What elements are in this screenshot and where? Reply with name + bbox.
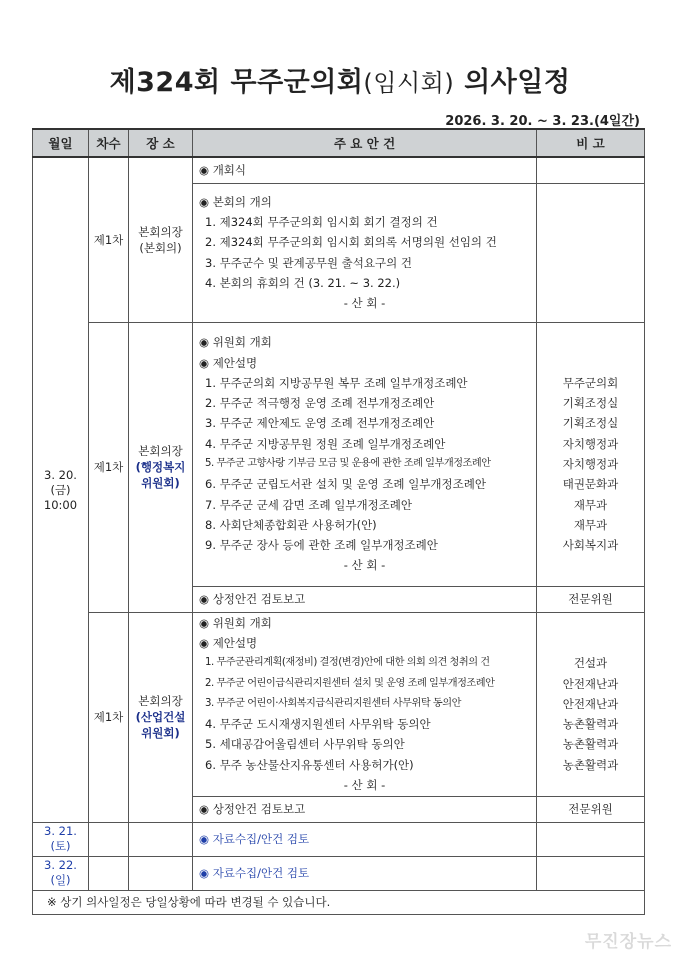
table-row: [33, 890, 645, 914]
note-dept: 재무과: [573, 497, 608, 512]
table-row: [33, 856, 645, 890]
list-item: 6. 무주 농산물산지유통센터 사용허가(안): [205, 757, 414, 772]
day2-place: [129, 822, 193, 856]
opening-note-cell: [537, 157, 645, 183]
list-item: 9. 무주군 장사 등에 관한 조례 일부개정조례안: [205, 538, 438, 553]
day2-agenda: [193, 822, 537, 856]
session3-notes: [537, 612, 645, 796]
list-item: 1. 무주군관리계획(재정비) 결정(변경)안에 대한 의회 의견 청취의 건: [205, 657, 490, 669]
list-item: 4. 무주군 도시재생지원센터 사무위탁 동의안: [205, 717, 431, 732]
session3-committee: (산업건설: [135, 710, 186, 724]
schedule-table: [32, 128, 645, 915]
day3-note: [537, 856, 645, 890]
list-item: 6. 무주군 군립도서관 설치 및 운영 조례 일부개정조례안: [205, 477, 486, 492]
header-place: 장 소: [129, 129, 193, 157]
header-date: 월일: [33, 129, 89, 157]
list-item: 7. 무주군 군세 감면 조례 일부개정조례안: [205, 497, 412, 512]
day2-weekday: (토): [50, 839, 71, 853]
session3-committee-2: 위원회): [141, 726, 180, 740]
day2-round: [89, 822, 129, 856]
list-item: 8. 사회단체종합회관 사용허가(안): [205, 517, 377, 532]
table-row: [33, 822, 645, 856]
note-dept: 기획조정실: [562, 416, 619, 431]
list-item: 2. 무주군 적극행정 운영 조례 전부개정조례안: [205, 396, 435, 411]
title-tail: 의사일정: [454, 67, 571, 98]
list-item: 3. 무주군 어린이·사회복지급식관리지원센터 사무위탁 동의안: [205, 697, 461, 709]
day1-weekday: (금): [50, 482, 71, 497]
title-main: 제324회 무주군의회: [109, 67, 364, 98]
list-item: 4. 본회의 휴회의 건 (3. 21. ~ 3. 22.): [205, 275, 401, 290]
day2-agenda-label: ◉ 자료수집/안건 검토: [199, 831, 310, 846]
table-row: [33, 612, 645, 796]
day3-round: [89, 856, 129, 890]
opening-ceremony: [193, 157, 537, 183]
session1-place-name: 본회의장: [138, 224, 183, 239]
note-dept: 자치행정과: [562, 436, 619, 451]
plenary-note-cell: [537, 183, 645, 322]
list-item: 1. 무주군의회 지방공무원 복무 조례 일부개정조례안: [205, 375, 468, 390]
session2-notes: [537, 322, 645, 586]
day3-date: 3. 22.: [44, 858, 77, 872]
adjourn-label: - 산 회 -: [343, 296, 386, 311]
note-dept: 자치행정과: [562, 457, 619, 471]
day3-date-cell: [33, 856, 89, 890]
watermark-logo: 무진장뉴스: [584, 932, 672, 952]
session2-place-name: 본회의장: [138, 444, 183, 458]
review-note: 전문위원: [537, 586, 645, 612]
session2-round: 제1차: [89, 322, 129, 612]
note-dept: 농촌활력과: [562, 737, 619, 752]
session1-round: 제1차: [89, 157, 129, 322]
table-header-row: [33, 129, 645, 157]
note-dept: 사회복지과: [562, 538, 619, 553]
session1-place: [129, 157, 193, 322]
note-dept: 재무과: [573, 517, 608, 532]
session3-agenda: [193, 612, 537, 796]
session3-place-name: 본회의장: [138, 694, 183, 708]
note-dept: 기획조정실: [562, 396, 619, 411]
day2-note: [537, 822, 645, 856]
list-item: 2. 무주군 어린이급식관리지원센터 설치 및 운영 조례 일부개정조례안: [205, 677, 495, 689]
day2-date-cell: [33, 822, 89, 856]
review-label: ◉ 상정안건 검토보고: [199, 591, 306, 606]
table-row: [33, 322, 645, 586]
note-dept: 건설과: [573, 656, 608, 671]
list-item: 4. 무주군 지방공무원 정원 조례 일부개정조례안: [205, 436, 446, 451]
note-dept: 안전재난과: [562, 696, 619, 711]
day3-weekday: (일): [50, 873, 71, 887]
plenary-agenda: [193, 183, 537, 322]
list-item: 1. 제324회 무주군의회 임시회 회기 결정의 건: [205, 214, 438, 229]
header-round: 차수: [89, 129, 129, 157]
session2-review: [193, 586, 537, 612]
committee-open: ◉ 위원회 개회: [199, 335, 272, 350]
day3-agenda: [193, 856, 537, 890]
day1-date-cell: [33, 157, 89, 822]
note-dept: 태권문화과: [562, 477, 619, 492]
review-label: ◉ 상정안건 검토보고: [199, 801, 306, 816]
session-period: 2026. 3. 20. ~ 3. 23.(4일간): [445, 114, 640, 129]
day3-agenda-label: ◉ 자료수집/안건 검토: [199, 865, 310, 880]
list-item: 3. 무주군 제안제도 운영 조례 전부개정조례안: [205, 416, 435, 431]
note-dept: 무주군의회: [562, 375, 619, 390]
list-item: 5. 세대공감어울림센터 사무위탁 동의안: [205, 737, 405, 752]
table-row: [33, 157, 645, 183]
session2-agenda: [193, 322, 537, 586]
note-dept: 농촌활력과: [562, 717, 619, 732]
adjourn-label: - 산 회 -: [343, 778, 386, 793]
opening-ceremony-label: ◉ 개회식: [199, 163, 247, 178]
review-note: 전문위원: [537, 796, 645, 822]
committee-open: ◉ 위원회 개회: [199, 615, 272, 630]
title-paren: (임시회): [363, 69, 455, 97]
note-dept: 안전재난과: [562, 676, 619, 691]
day3-place: [129, 856, 193, 890]
session2-committee: (행정복지: [135, 460, 186, 474]
proposal-explain: ◉ 제안설명: [199, 355, 258, 370]
session2-committee-2: 위원회): [141, 476, 180, 490]
list-item: 3. 무주군수 및 관계공무원 출석요구의 건: [205, 255, 412, 270]
proposal-explain: ◉ 제안설명: [199, 635, 258, 650]
session3-round: 제1차: [89, 612, 129, 822]
day2-date: 3. 21.: [44, 824, 77, 838]
session2-place: [129, 322, 193, 612]
session1-place-type: (본회의): [139, 240, 182, 255]
header-agenda: 주 요 안 건: [193, 129, 537, 157]
list-item: 5. 무주군 고향사랑 기부금 모금 및 운용에 관한 조례 일부개정조례안: [205, 458, 491, 469]
list-item: 2. 제324회 무주군의회 임시회 회의록 서명의원 선임의 건: [205, 235, 497, 250]
note-dept: 농촌활력과: [562, 757, 619, 772]
day1-time: 10:00: [43, 497, 78, 512]
session3-review: [193, 796, 537, 822]
footnote: ※ 상기 의사일정은 당일상황에 따라 변경될 수 있습니다.: [33, 890, 645, 914]
page-title: [0, 60, 680, 99]
header-notes: 비 고: [537, 129, 645, 157]
session3-place: [129, 612, 193, 822]
adjourn-label: - 산 회 -: [343, 558, 386, 573]
day1-date: 3. 20.: [44, 467, 77, 482]
plenary-title: ◉ 본회의 개의: [199, 194, 272, 209]
